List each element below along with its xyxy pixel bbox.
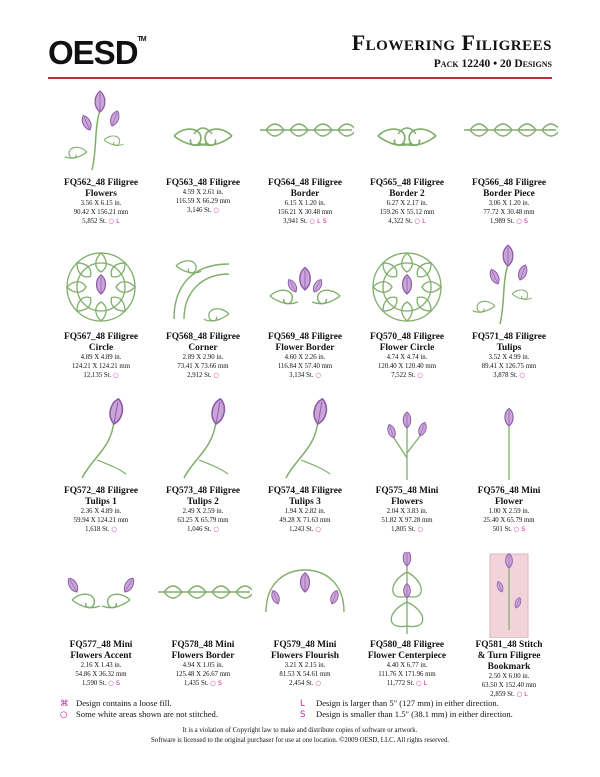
design-markers: ○ L (414, 217, 426, 226)
design-code: FQ579_48 (273, 640, 315, 650)
design-name-2: Flower Centerpiece (367, 651, 447, 661)
design-name-1: Filigree (413, 332, 445, 342)
design-name-1: Filigree (209, 178, 241, 188)
design-size-mm: 73.41 X 73.66 mm (177, 362, 229, 370)
design-title (370, 178, 444, 200)
stitch-count: 1,243 St. (289, 526, 314, 534)
design-stitch-line (187, 371, 219, 381)
design-card (254, 244, 356, 398)
stitch-count: 501 St. (492, 526, 512, 534)
stitch-count: 1,046 St. (187, 526, 212, 534)
design-size-mm: 54.86 X 36.32 mm (75, 670, 127, 678)
design-markers: ○ S (513, 525, 526, 534)
design-name-1: Filigree (107, 486, 139, 496)
design-size-mm: 81.53 X 54.61 mm (279, 670, 331, 678)
design-markers: ○ (111, 525, 117, 534)
design-code: FQ575_48 (375, 486, 417, 496)
design-artwork (256, 552, 354, 638)
design-card (152, 552, 254, 706)
stitch-count: 2,454 St. (289, 680, 314, 688)
design-stitch-line (82, 217, 119, 227)
design-card (254, 552, 356, 706)
design-name-2: Flowers Border (171, 651, 235, 661)
design-name-1: Filigree (413, 640, 445, 650)
design-name-2: Circle (88, 343, 114, 353)
design-card (254, 398, 356, 552)
stitch-count: 3,941 St. (283, 218, 308, 226)
design-markers: ○ L (415, 679, 428, 688)
design-stitch-line (490, 217, 528, 227)
design-title (64, 178, 138, 200)
design-card (50, 398, 152, 552)
design-markers: ○ (213, 371, 219, 380)
design-name-2: Flowers (391, 497, 423, 507)
design-name-1: Filigree (311, 178, 343, 188)
design-name-1: Mini (419, 486, 439, 496)
design-size-inches: 3.56 X 6.15 in. (80, 200, 122, 207)
design-markers: ○ (417, 371, 423, 380)
stitch-count: 12,135 St. (83, 372, 112, 380)
design-code: FQ573_48 (165, 486, 208, 496)
design-title (271, 640, 339, 662)
design-name-1: Filigree (209, 486, 241, 496)
design-size-inches: 3.06 X 1.20 in. (488, 200, 530, 207)
design-size-mm: 49.28 X 71.63 mm (279, 516, 331, 524)
design-artwork (460, 244, 558, 330)
design-card (356, 244, 458, 398)
design-name-1: Mini (215, 640, 235, 650)
design-size-mm: 25.40 X 65.79 mm (483, 516, 535, 524)
design-size-inches: 2.50 X 6.00 in. (488, 673, 530, 680)
stitch-count: 5,852 St. (82, 218, 107, 226)
design-title (472, 332, 546, 354)
design-size-inches: 4.89 X 4.89 in. (80, 354, 122, 361)
design-markers: ○ (112, 371, 119, 380)
design-card (254, 90, 356, 244)
stitch-count: 2,912 St. (187, 372, 212, 380)
design-name-1: Stitch (519, 640, 543, 650)
design-markers: ○ (213, 525, 219, 534)
design-size-inches: 4.74 X 4.74 in. (386, 354, 428, 361)
design-size-mm: 59.94 X 124.21 mm (73, 516, 129, 524)
design-name-1: Filigree (413, 178, 445, 188)
design-size-inches: 6.27 X 2.17 in. (386, 200, 428, 207)
design-name-2: Tulips 2 (187, 497, 219, 507)
design-card (458, 398, 560, 552)
design-card (356, 398, 458, 552)
design-size-mm: 63.50 X 152.40 mm (481, 681, 537, 689)
design-code: FQ565_48 (369, 178, 412, 188)
design-artwork (52, 244, 150, 330)
design-row (50, 398, 560, 552)
design-card (50, 90, 152, 244)
stitch-count: 11,772 St. (386, 680, 415, 688)
stitch-count: 1,989 St. (490, 218, 515, 226)
design-name-1: Mini (521, 486, 541, 496)
design-markers: ○ S (210, 679, 222, 688)
design-name-1: Mini (317, 640, 337, 650)
design-artwork (358, 244, 456, 330)
design-size-mm: 89.41 X 126.75 mm (481, 362, 537, 370)
design-stitch-line (289, 371, 321, 381)
stitch-count: 3,146 St. (187, 207, 212, 215)
design-name-2: Flower Circle (379, 343, 435, 353)
design-code: FQ567_48 (63, 332, 106, 342)
design-name-2: Tulips (496, 343, 522, 353)
legend-large: L Design is larger than 5" (127 mm) in either direction. (300, 698, 499, 709)
legend-loose-fill: ⌘ Design contains a loose fill. (60, 698, 172, 709)
stitch-count: 1,618 St. (85, 526, 110, 534)
page-header (0, 0, 600, 80)
stitch-count: 3,134 St. (289, 372, 314, 380)
design-artwork (358, 398, 456, 484)
design-name-2: Border (290, 189, 320, 199)
stitch-count: 7,522 St. (391, 372, 416, 380)
design-markers: ○ L (516, 690, 528, 699)
design-markers: ○ (315, 371, 321, 380)
trademark-mark: TM (137, 36, 146, 43)
design-card (356, 90, 458, 244)
design-artwork (154, 552, 252, 638)
design-code: FQ574_48 (267, 486, 310, 496)
design-title (268, 332, 342, 354)
design-row (50, 244, 560, 398)
design-artwork (52, 552, 150, 638)
design-stitch-line (184, 679, 222, 689)
design-stitch-line (388, 217, 425, 227)
design-markers: ○ L (108, 217, 120, 226)
design-size-mm: 156.21 X 30.48 mm (277, 208, 333, 216)
design-artwork (256, 244, 354, 330)
design-card (458, 552, 560, 706)
design-title (166, 332, 240, 354)
design-size-inches: 2.04 X 3.83 in. (386, 508, 428, 515)
design-markers: ○ (315, 525, 321, 534)
design-name-2: Flowers (85, 189, 117, 199)
design-size-mm: 51.82 X 97.28 mm (381, 516, 433, 524)
design-artwork (256, 398, 354, 484)
design-stitch-line (493, 525, 526, 535)
design-code: FQ564_48 (267, 178, 310, 188)
design-card (458, 90, 560, 244)
design-code: FQ581_48 (475, 640, 517, 650)
design-title (166, 178, 240, 189)
design-card (152, 90, 254, 244)
page-title: Flowering Filigrees (351, 30, 552, 55)
design-code: FQ562_48 (63, 178, 106, 188)
design-artwork (256, 90, 354, 176)
design-title (172, 640, 235, 662)
design-name-2: Tulips 3 (289, 497, 321, 507)
design-artwork (358, 90, 456, 176)
design-markers: ○ S (516, 217, 528, 226)
oesd-logo: OESD™ (48, 34, 146, 71)
design-stitch-line (391, 525, 423, 535)
design-size-inches: 1.94 X 2.82 in. (284, 508, 326, 515)
design-name-1: Filigree (107, 332, 139, 342)
design-title (64, 332, 138, 354)
design-card (458, 244, 560, 398)
design-artwork (154, 244, 252, 330)
design-title (70, 640, 133, 662)
stitch-count: 3,878 St. (493, 372, 518, 380)
design-markers: ○ (519, 371, 525, 380)
design-title (368, 640, 446, 662)
design-size-inches: 4.94 X 1.05 in. (182, 662, 224, 669)
design-title (478, 486, 541, 508)
design-row (50, 552, 560, 706)
design-card (356, 552, 458, 706)
design-title (458, 640, 560, 673)
design-row (50, 90, 560, 244)
design-artwork (52, 398, 150, 484)
design-artwork (460, 398, 558, 484)
design-name-2: Flower Border (275, 343, 335, 353)
design-code: FQ566_48 (471, 178, 514, 188)
design-name-2: Flowers Accent (70, 651, 132, 661)
design-name-1: Filigree (209, 332, 241, 342)
design-size-mm: 111.76 X 171.96 mm (378, 670, 436, 678)
design-size-mm: 63.25 X 65.79 mm (177, 516, 229, 524)
design-stitch-line (289, 525, 321, 535)
design-artwork (460, 90, 558, 176)
design-title (64, 486, 138, 508)
design-size-mm: 125.48 X 26.67 mm (175, 670, 231, 678)
design-name-1: Filigree (515, 178, 547, 188)
design-code: FQ569_48 (267, 332, 310, 342)
design-code: FQ570_48 (369, 332, 412, 342)
design-size-mm: 159.26 X 55.12 mm (379, 208, 435, 216)
design-code: FQ576_48 (477, 486, 519, 496)
design-stitch-line (187, 206, 219, 216)
design-title (376, 486, 439, 508)
design-markers: ○ (315, 679, 321, 688)
design-title (268, 178, 342, 200)
design-size-inches: 1.00 X 2.59 in. (488, 508, 530, 515)
design-name-1: Filigree (311, 332, 343, 342)
design-code: FQ578_48 (171, 640, 213, 650)
stitch-count: 1,435 St. (184, 680, 209, 688)
design-title (166, 486, 240, 508)
design-size-mm: 116.84 X 57.40 mm (277, 362, 333, 370)
design-markers: ○ (213, 206, 219, 215)
design-name-2: Border Piece (483, 189, 535, 199)
design-markers: ○ (417, 525, 423, 534)
design-name-1: Filigree (107, 178, 139, 188)
copyright-notice: It is a violation of Copyright law to make and distribute copies of software or artwork. (182, 727, 418, 734)
design-artwork (154, 90, 252, 176)
design-size-inches: 4.40 X 6.77 in. (386, 662, 428, 669)
design-name-1: Filigree (311, 486, 343, 496)
design-stitch-line (289, 679, 321, 689)
stitch-count: 1,590 St. (82, 680, 107, 688)
design-grid (50, 90, 560, 706)
design-size-mm: 124.21 X 124.21 mm (72, 362, 130, 370)
design-stitch-line (493, 371, 525, 381)
design-markers: ○ S (108, 679, 120, 688)
design-code: FQ577_48 (69, 640, 111, 650)
design-name-1: Mini (113, 640, 133, 650)
design-name-2: Corner (188, 343, 218, 353)
legend-white-areas: ○ Some white areas shown are not stitched. (60, 709, 218, 720)
design-size-inches: 6.15 X 1.20 in. (284, 200, 326, 207)
design-name-2: Tulips 1 (85, 497, 117, 507)
design-artwork (154, 398, 252, 484)
design-stitch-line (82, 679, 120, 689)
design-code: FQ580_48 (369, 640, 412, 650)
license-notice: Software is licensed to the original purchaser for use at one location. ©2009 OESD, LLC. All rights reserved. (151, 737, 449, 744)
design-stitch-line (283, 217, 327, 227)
stitch-count: 4,322 St. (388, 218, 413, 226)
stitch-count: 1,805 St. (391, 526, 416, 534)
design-name-2: & Turn Filigree Bookmark (477, 651, 541, 672)
design-size-inches: 2.49 X 2.59 in. (182, 508, 224, 515)
design-title (370, 332, 444, 354)
design-artwork (358, 552, 456, 638)
design-markers: ○ L S (309, 217, 327, 226)
design-name-1: Filigree (515, 332, 547, 342)
design-stitch-line (85, 525, 117, 535)
legend-small: S Design is smaller than 1.5" (38.1 mm) in either direction. (300, 709, 513, 720)
design-size-inches: 3.52 X 4.99 in. (488, 354, 530, 361)
design-name-2: Border 2 (389, 189, 425, 199)
design-size-mm: 90.42 X 156.21 mm (73, 208, 129, 216)
design-card (50, 552, 152, 706)
design-size-inches: 2.36 X 4.89 in. (80, 508, 122, 515)
design-card (152, 398, 254, 552)
design-code: FQ572_48 (63, 486, 106, 496)
design-title (472, 178, 546, 200)
design-size-inches: 3.21 X 2.15 in. (284, 662, 326, 669)
design-title (268, 486, 342, 508)
design-code: FQ563_48 (165, 178, 208, 188)
pack-subtitle: Pack 12240 • 20 Designs (433, 58, 552, 70)
design-size-inches: 2.89 X 2.90 in. (182, 354, 224, 361)
design-code: FQ571_48 (471, 332, 514, 342)
design-size-inches: 4.60 X 2.26 in. (284, 354, 326, 361)
design-size-inches: 2.16 X 1.43 in. (80, 662, 122, 669)
stitch-count: 2,859 St. (490, 691, 515, 699)
design-stitch-line (391, 371, 423, 381)
design-card (152, 244, 254, 398)
design-size-inches: 4.59 X 2.61 in. (182, 189, 224, 196)
design-artwork (460, 552, 558, 638)
header-divider (48, 77, 552, 79)
design-size-mm: 116.59 X 66.29 mm (175, 197, 231, 205)
design-size-mm: 120.40 X 120.40 mm (378, 362, 436, 370)
design-stitch-line (187, 525, 219, 535)
design-size-mm: 77.72 X 30.48 mm (483, 208, 535, 216)
design-card (50, 244, 152, 398)
design-stitch-line (83, 371, 118, 381)
design-stitch-line (387, 679, 428, 689)
design-name-2: Flowers Flourish (271, 651, 339, 661)
design-name-2: Flower (494, 497, 524, 507)
design-artwork (52, 90, 150, 176)
design-code: FQ568_48 (165, 332, 208, 342)
